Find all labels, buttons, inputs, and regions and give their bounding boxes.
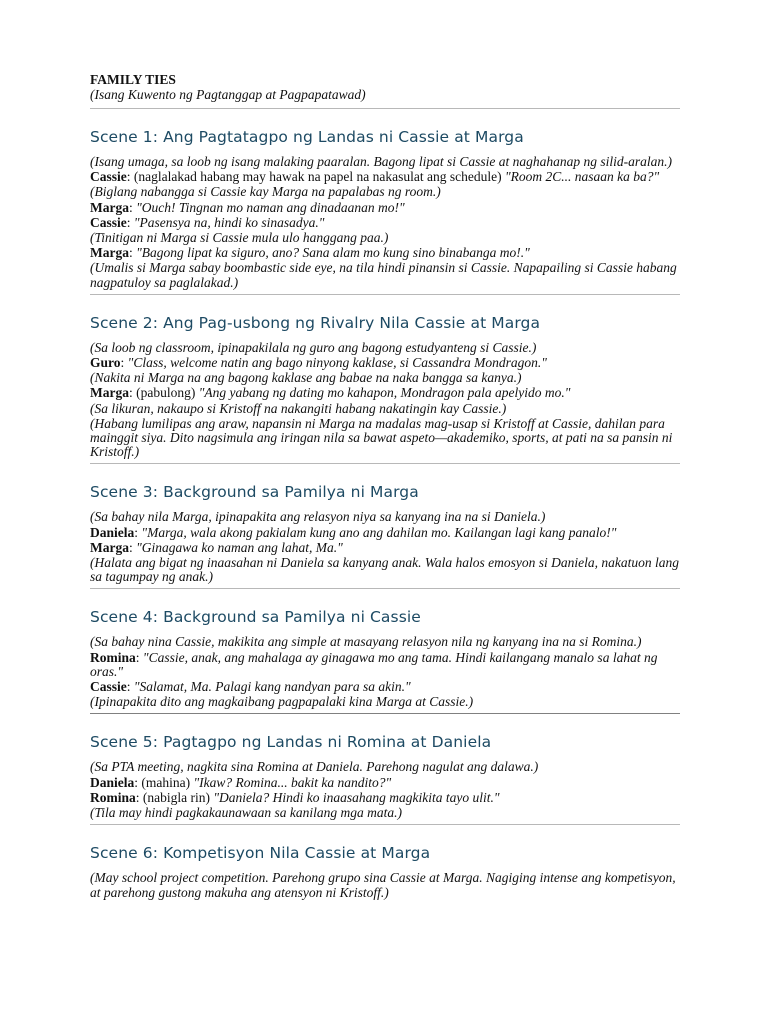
stage-direction: (Sa PTA meeting, nagkita sina Romina at Daniela. Parehong nagulat ang dalawa.) — [90, 759, 539, 775]
scene-section — [90, 608, 680, 714]
speaker-name: Romina — [90, 789, 136, 805]
scene-divider — [90, 588, 680, 589]
stage-direction: (Sa likuran, nakaupo si Kristoff na nakangiti habang nakatingin kay Cassie.) — [90, 400, 507, 416]
dialogue-line: Marga: (pabulong) "Ang yabang ng dating mo kahapon, Mondragon pala apelyido mo." — [90, 385, 571, 401]
speaker-name: Romina — [90, 649, 136, 665]
dialogue-quote: "Ginagawa ko naman ang lahat, Ma." — [136, 539, 343, 555]
scene-section — [90, 733, 680, 825]
dialogue-quote: "Room 2C... nasaan ka ba?" — [504, 169, 660, 185]
dialogue-line: Romina: (nabigla rin) "Daniela? Hindi ko inaasahang magkikita tayo ulit." — [90, 789, 500, 805]
stage-direction: (Ipinapakita dito ang magkaibang pagpapalaki kina Marga at Cassie.) — [90, 694, 474, 710]
dialogue-line: Cassie: "Salamat, Ma. Palagi kang nandyan para sa akin." — [90, 679, 411, 695]
speaker-name: Marga — [90, 385, 129, 401]
scene-divider — [90, 463, 680, 464]
scene-section — [90, 844, 680, 899]
speaker-name: Marga — [90, 199, 129, 215]
speaker-name: Guro — [90, 355, 121, 371]
document-page — [90, 72, 680, 901]
scene-section — [90, 483, 680, 589]
dialogue-quote: "Ang yabang ng dating mo kahapon, Mondragon pala apelyido mo." — [198, 385, 571, 401]
scene-heading: Scene 3: Background sa Pamilya ni Marga — [90, 483, 419, 502]
document-subtitle: (Isang Kuwento ng Pagtanggap at Pagpapatawad) — [90, 87, 366, 102]
speaker-name: Daniela — [90, 524, 135, 540]
scene-divider — [90, 713, 680, 714]
actor-direction: (nabigla rin) — [142, 789, 211, 805]
scene-heading: Scene 2: Ang Pag-usbong ng Rivalry Nila Cassie at Marga — [90, 313, 541, 332]
scene-heading: Scene 4: Background sa Pamilya ni Cassie — [90, 608, 421, 627]
scene-divider — [90, 294, 680, 295]
dialogue-line: Cassie: (naglalakad habang may hawak na papel na nakasulat ang schedule) "Room 2C... nasaan ka ba?" — [90, 169, 660, 185]
speaker-name: Daniela — [90, 774, 135, 790]
actor-direction: (naglalakad habang may hawak na papel na nakasulat ang schedule) — [133, 169, 502, 185]
stage-direction: (Sa bahay nina Cassie, makikita ang simple at masayang relasyon nila ng kanyang ina na si Romina.) — [90, 634, 642, 650]
stage-direction: (Nakita ni Marga na ang bagong kaklase ang babae na naka bangga sa kanya.) — [90, 370, 522, 386]
dialogue-quote: "Daniela? Hindi ko inaasahang magkikita tayo ulit." — [213, 789, 500, 805]
scene-divider — [90, 824, 680, 825]
dialogue-line: Marga: "Ginagawa ko naman ang lahat, Ma." — [90, 539, 343, 555]
document-title: FAMILY TIES — [90, 72, 176, 87]
scene-list — [90, 128, 680, 900]
speaker-name: Marga — [90, 245, 129, 261]
stage-direction: (Tinitigan ni Marga si Cassie mula ulo hanggang paa.) — [90, 230, 389, 246]
dialogue-quote: "Cassie, anak, ang mahalaga ay ginagawa mo ang tama. Hindi kailangang manalo sa lahat ng oras." — [90, 649, 658, 679]
dialogue-quote: "Marga, wala akong pakialam kung ano ang dahilan mo. Kailangan lagi kang panalo!" — [141, 524, 617, 540]
stage-direction: (Isang umaga, sa loob ng isang malaking paaralan. Bagong lipat si Cassie at naghahanap ng silid-aralan.) — [90, 154, 673, 169]
stage-direction: (Sa loob ng classroom, ipinapakilala ng guro ang bagong estudyanteng si Cassie.) — [90, 339, 537, 355]
scene-section — [90, 314, 680, 465]
dialogue-quote: "Ikaw? Romina... bakit ka nandito?" — [193, 774, 392, 790]
dialogue-quote: "Ouch! Tingnan mo naman ang dinadaanan mo!" — [136, 199, 405, 215]
actor-direction: (mahina) — [141, 774, 191, 790]
stage-direction: (Umalis si Marga sabay boombastic side eye, na tila hindi pinansin si Cassie. Napapailing si Cassie habang nagpatuloy sa paglalakad.) — [90, 260, 677, 290]
dialogue-quote: "Pasensya na, hindi ko sinasadya." — [133, 214, 325, 230]
stage-direction: (Habang lumilipas ang araw, napansin ni Marga na madalas mag-usap si Kristoff at Cassie, dahilan para mainggit siya. Dito nagsimula ang iringan nila sa bawat aspeto—akademiko, sports, at pati na sa pansin ni Kristoff.) — [90, 415, 673, 460]
stage-direction: (Sa bahay nila Marga, ipinapakita ang relasyon niya sa kanyang ina na si Daniela.) — [90, 509, 546, 525]
speaker-name: Cassie — [90, 214, 127, 230]
speaker-name: Cassie — [90, 679, 127, 695]
stage-direction: (Biglang nabangga si Cassie kay Marga na papalabas ng room.) — [90, 184, 441, 200]
speaker-name: Cassie — [90, 169, 127, 185]
dialogue-line: Marga: "Ouch! Tingnan mo naman ang dinadaanan mo!" — [90, 199, 405, 215]
dialogue-quote: "Bagong lipat ka siguro, ano? Sana alam mo kung sino binabanga mo!." — [136, 245, 530, 261]
dialogue-line: Cassie: "Pasensya na, hindi ko sinasadya." — [90, 214, 325, 230]
scene-heading: Scene 1: Ang Pagtatagpo ng Landas ni Cassie at Marga — [90, 128, 524, 146]
dialogue-quote: "Salamat, Ma. Palagi kang nandyan para sa akin." — [133, 679, 411, 695]
stage-direction: (Halata ang bigat ng inaasahan ni Daniela sa kanyang anak. Wala halos emosyon si Daniela, nakatuon lang sa tagumpay ng anak.) — [90, 555, 679, 585]
stage-direction: (Tila may hindi pagkakaunawaan sa kanilang mga mata.) — [90, 805, 402, 821]
scene-heading: Scene 5: Pagtagpo ng Landas ni Romina at Daniela — [90, 733, 492, 752]
scene-heading: Scene 6: Kompetisyon Nila Cassie at Marga — [90, 844, 431, 863]
title-divider — [90, 108, 680, 109]
dialogue-line: Romina: "Cassie, anak, ang mahalaga ay ginagawa mo ang tama. Hindi kailangang manalo sa lahat ng oras." — [90, 649, 658, 679]
speaker-name: Marga — [90, 539, 129, 555]
dialogue-line: Guro: "Class, welcome natin ang bago ninyong kaklase, si Cassandra Mondragon." — [90, 355, 547, 371]
stage-direction: (May school project competition. Parehong grupo sina Cassie at Marga. Nagiging intense ang kompetisyon, at parehong gustong makuha ang atensyon ni Kristoff.) — [90, 870, 676, 900]
dialogue-line: Marga: "Bagong lipat ka siguro, ano? Sana alam mo kung sino binabanga mo!." — [90, 245, 530, 261]
scene-section — [90, 128, 680, 295]
dialogue-quote: "Class, welcome natin ang bago ninyong kaklase, si Cassandra Mondragon." — [127, 355, 547, 371]
actor-direction: (pabulong) — [136, 385, 196, 401]
dialogue-line: Daniela: "Marga, wala akong pakialam kung ano ang dahilan mo. Kailangan lagi kang panalo!" — [90, 524, 617, 540]
dialogue-line: Daniela: (mahina) "Ikaw? Romina... bakit ka nandito?" — [90, 774, 392, 790]
